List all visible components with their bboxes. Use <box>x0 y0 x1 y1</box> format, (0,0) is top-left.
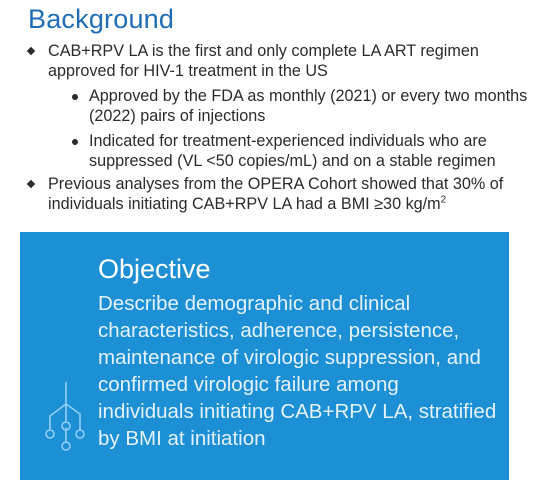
bullet-item <box>26 175 544 214</box>
sub-bullet-text: Approved by the FDA as monthly (2021) or every two months (2022) pairs of injections <box>89 87 528 125</box>
diamond-bullet-icon <box>27 180 35 188</box>
dot-bullet-icon <box>72 139 78 145</box>
objective-text: Describe demographic and clinical characteristics, adherence, persistence, maintenance of virologic suppression, and confirmed virologic failure among individuals initiating CAB+RPV LA, stratified by BMI at initiation <box>98 292 497 450</box>
bullet-text: Previous analyses from the OPERA Cohort showed that 30% of individuals initiating CAB+RPV LA had a BMI ≥30 kg/m <box>48 175 504 213</box>
objective-heading: Objective <box>98 254 211 284</box>
diamond-bullet-icon <box>27 47 35 55</box>
circuit-icon <box>36 382 96 462</box>
bullet-text: CAB+RPV LA is the first and only complete LA ART regimen approved for HIV-1 treatment in the US <box>48 42 479 80</box>
objective-box <box>20 232 509 480</box>
dot-bullet-icon <box>72 94 78 100</box>
superscript: 2 <box>440 194 447 206</box>
sub-bullet-item <box>48 87 544 126</box>
sub-bullet-item <box>48 132 544 171</box>
sub-bullet-text: Indicated for treatment-experienced individuals who are suppressed (VL <50 copies/mL) and on a stable regimen <box>89 132 496 170</box>
background-bullet-list <box>26 42 544 218</box>
bullet-item <box>26 42 544 171</box>
background-heading: Background <box>28 4 175 34</box>
